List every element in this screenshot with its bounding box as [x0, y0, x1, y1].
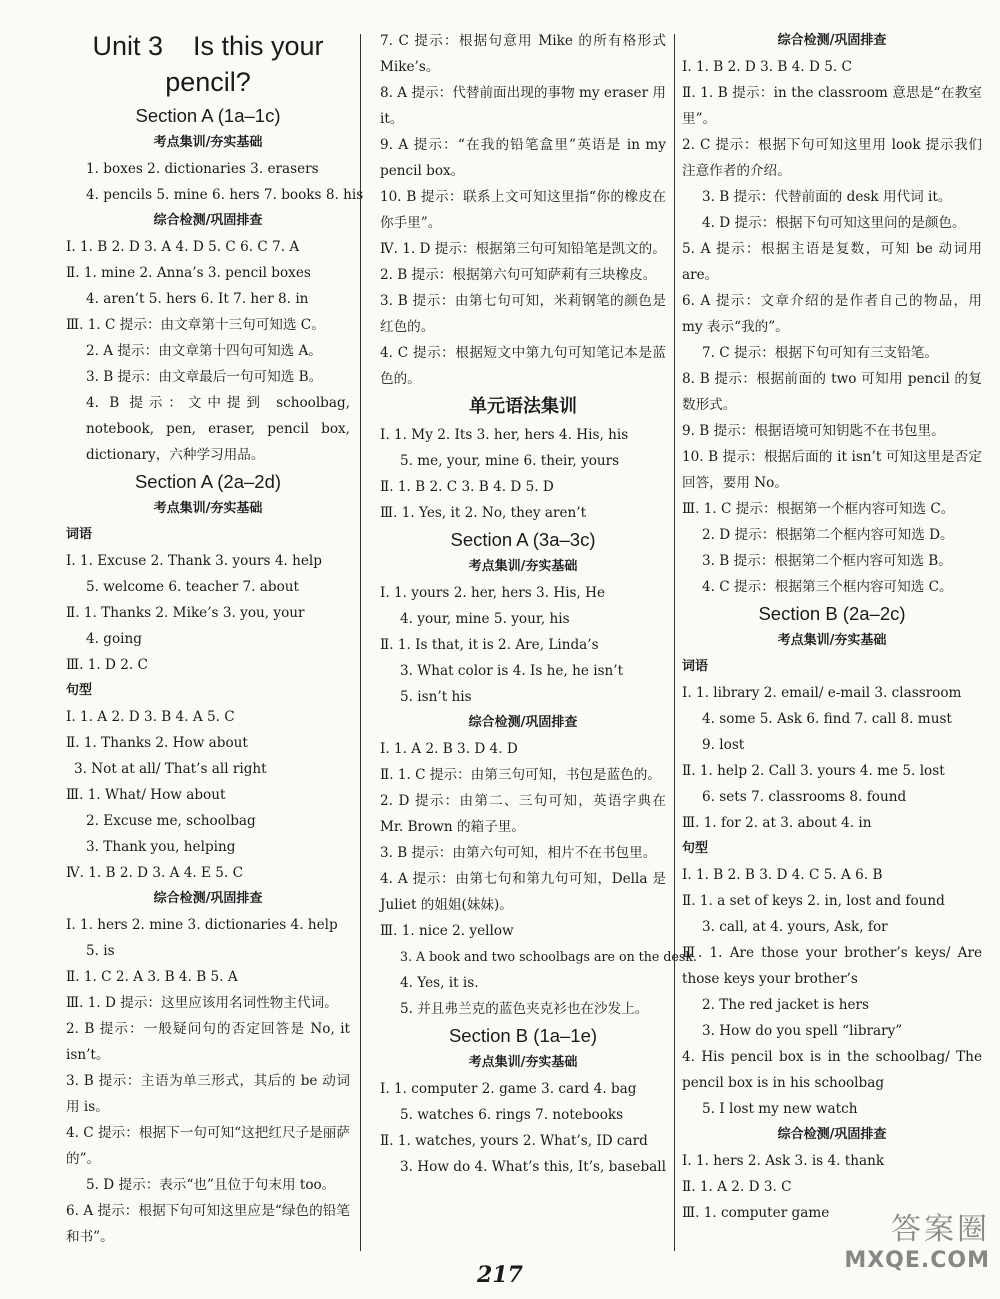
answer-line: Ⅰ. 1. B 2. D 3. A 4. D 5. C 6. C 7. A: [66, 239, 300, 255]
answer-line: Ⅱ. 1. B 提示：in the classroom 意思是“在教室里”。: [682, 85, 982, 127]
answer-line: 2. The red jacket is hers: [702, 997, 869, 1013]
answer-line: 6. A 提示：文章介绍的是作者自己的物品，用 my 表示“我的”。: [682, 293, 982, 335]
answer-line: 2. D 提示：由第二、三句可知，英语字典在 Mr. Brown 的箱子里。: [380, 793, 666, 835]
answer-line: 4. aren’t 5. hers 6. It 7. her 8. in: [86, 291, 309, 307]
answer-line: 3. B 提示：由第六句可知，相片不在书包里。: [380, 845, 657, 861]
answer-line: Ⅲ. 1. C 提示：根据第一个框内容可知选 C。: [682, 501, 955, 517]
answer-line: 2. A 提示：由文章第十四句可知选 A。: [86, 343, 322, 359]
section-heading: Section B (2a–2c): [758, 603, 906, 624]
answer-line: Ⅲ. 1. computer game: [682, 1205, 830, 1221]
answer-line: Ⅱ. 1. Thanks 2. How about: [66, 735, 248, 751]
answer-line: 9. A 提示：“在我的铅笔盒里”英语是 in my pencil box。: [380, 137, 666, 179]
subsection-heading: 综合检测/巩固排查: [153, 213, 263, 228]
answer-line: 7. C 提示：根据句意用 Mike 的所有格形式 Mike’s。: [380, 33, 666, 75]
answer-line: Ⅱ. 1. Is that, it is 2. Are, Linda’s: [380, 637, 599, 653]
answer-line: 4. C 提示：根据下一句可知“这把红尺子是丽萨的”。: [66, 1125, 350, 1167]
answer-line: 1. boxes 2. dictionaries 3. erasers: [86, 161, 319, 177]
answer-line: Ⅰ. 1. yours 2. her, hers 3. His, He: [380, 585, 606, 601]
answer-line: 5. watches 6. rings 7. notebooks: [400, 1107, 624, 1123]
subsection-heading: 考点集训/夯实基础: [153, 135, 263, 150]
site-watermark: [844, 1212, 990, 1274]
subsection-heading: 考点集训/夯实基础: [777, 633, 887, 648]
answer-line: 4. B 提示：文中提到 schoolbag, notebook, pen, eraser, pencil box, dictionary，六种学习用品。: [86, 395, 350, 463]
answer-line: Ⅰ. 1. A 2. D 3. B 4. A 5. C: [66, 709, 235, 725]
answer-line: Ⅲ. 1. for 2. at 3. about 4. in: [682, 815, 872, 831]
answer-line: Ⅰ. 1. B 2. D 3. B 4. D 5. C: [682, 59, 852, 75]
subsection-heading: 综合检测/巩固排查: [777, 1127, 887, 1142]
column-divider: [674, 34, 675, 1251]
answer-line: Ⅰ. 1. hers 2. mine 3. dictionaries 4. help: [66, 917, 338, 933]
answer-line: 7. C 提示：根据下句可知有三支铅笔。: [702, 345, 938, 361]
answer-column-3: [682, 28, 982, 1226]
answer-line: 3. A book and two schoolbags are on the desk.: [400, 949, 697, 964]
answer-line: Ⅲ. 1. nice 2. yellow: [380, 923, 514, 939]
answer-line: 5. is: [86, 943, 115, 959]
watermark-logo-text: 答案圈: [891, 1212, 990, 1247]
subsection-heading: 综合检测/巩固排查: [468, 715, 578, 730]
answer-line: Ⅱ. 1. C 2. A 3. B 4. B 5. A: [66, 969, 238, 985]
answer-line: 5. A 提示：根据主语是复数，可知 be 动词用 are。: [682, 241, 982, 283]
column-divider: [360, 34, 361, 1251]
answer-line: 4. D 提示：根据下句可知这里问的是颜色。: [702, 215, 966, 231]
answer-line: Ⅱ. 1. watches, yours 2. What’s, ID card: [380, 1133, 648, 1149]
answer-line: Ⅲ. 1. C 提示：由文章第十三句可知选 C。: [66, 317, 325, 333]
watermark-url: MXQE.COM: [844, 1248, 990, 1273]
answer-line: 3. B 提示：主语为单三形式，其后的 be 动词用 is。: [66, 1073, 350, 1115]
answer-line: 2. D 提示：根据第二个框内容可知选 D。: [702, 527, 954, 543]
answer-line: 2. B 提示：根据第六句可知萨莉有三块橡皮。: [380, 267, 657, 283]
answer-line: 8. A 提示：代替前面出现的事物 my eraser 用 it。: [380, 85, 666, 127]
answer-line: Ⅰ. 1. library 2. email/ e-mail 3. classroom: [682, 685, 962, 701]
answer-line: 4. pencils 5. mine 6. hers 7. books 8. his: [86, 187, 364, 203]
answer-line: 4. C 提示：根据短文中第九句可知笔记本是蓝色的。: [380, 345, 666, 387]
answer-line: 5. welcome 6. teacher 7. about: [86, 579, 300, 595]
answer-line: Ⅱ. 1. mine 2. Anna’s 3. pencil boxes: [66, 265, 311, 281]
answer-line: 8. B 提示：根据前面的 two 可知用 pencil 的复数形式。: [682, 371, 982, 413]
category-heading: 词语: [682, 659, 709, 674]
answer-line: Ⅱ. 1. C 提示：由第三句可知，书包是蓝色的。: [380, 767, 661, 783]
answer-line: 4. His pencil box is in the schoolbag/ The pencil box is in his schoolbag: [682, 1049, 982, 1091]
answer-line: 4. some 5. Ask 6. find 7. call 8. must: [702, 711, 952, 727]
answer-line: Ⅰ. 1. hers 2. Ask 3. is 4. thank: [682, 1153, 885, 1169]
answer-line: 4. A 提示：由第七句和第九句可知，Della 是 Juliet 的姐姐(妹妹)。: [380, 871, 666, 913]
answer-line: Ⅳ. 1. D 提示：根据第三句可知铅笔是凯文的。: [380, 241, 666, 257]
answer-line: Ⅱ. 1. A 2. D 3. C: [682, 1179, 792, 1195]
answer-line: Ⅲ. 1. What/ How about: [66, 787, 226, 803]
answer-line: 3. B 提示：根据第二个框内容可知选 B。: [702, 553, 952, 569]
answer-line: Ⅱ. 1. B 2. C 3. B 4. D 5. D: [380, 479, 554, 495]
answer-line: Ⅱ. 1. Thanks 2. Mike’s 3. you, your: [66, 605, 305, 621]
answer-line: 2. C 提示：根据下句可知这里用 look 提示我们注意作者的介绍。: [682, 137, 982, 179]
answer-line: 10. B 提示：联系上文可知这里指“你的橡皮在你手里”。: [380, 189, 666, 231]
answer-line: Ⅱ. 1. a set of keys 2. in, lost and found: [682, 893, 945, 909]
answer-line: 3. How do 4. What’s this, It’s, baseball: [400, 1159, 666, 1175]
answer-line: 3. Thank you, helping: [86, 839, 236, 855]
answer-column-1: [66, 28, 364, 1250]
answer-line: Ⅳ. 1. B 2. D 3. A 4. E 5. C: [66, 865, 243, 881]
answer-line: 9. B 提示：根据语境可知钥匙不在书包里。: [682, 423, 945, 439]
answer-line: 3. What color is 4. Is he, he isn’t: [400, 663, 624, 679]
answer-line: 5. D 提示：表示“也”且位于句末用 too。: [86, 1177, 336, 1193]
answer-line: 5. isn’t his: [400, 689, 472, 705]
section-heading: Section A (3a–3c): [450, 529, 596, 550]
subsection-heading: 综合检测/巩固排查: [777, 33, 887, 48]
category-heading: 句型: [682, 841, 709, 856]
answer-line: 5. me, your, mine 6. their, yours: [400, 453, 620, 469]
answer-line: Ⅲ. 1. D 提示：这里应该用名词性物主代词。: [66, 995, 338, 1011]
category-heading: 词语: [66, 527, 93, 542]
answer-line: Ⅲ. 1. D 2. C: [66, 657, 148, 673]
answer-line: 4. Yes, it is.: [400, 975, 479, 991]
unit-title-line-2: pencil?: [165, 67, 251, 97]
answer-line: 5. I lost my new watch: [702, 1101, 858, 1117]
subsection-heading: 考点集训/夯实基础: [153, 501, 263, 516]
answer-line: 6. sets 7. classrooms 8. found: [702, 789, 907, 805]
section-heading: 单元语法集训: [469, 396, 577, 417]
answer-line: 2. B 提示：一般疑问句的否定回答是 No, it isn’t。: [66, 1021, 350, 1063]
answer-line: 3. How do you spell “library”: [702, 1023, 903, 1039]
answer-line: 4. C 提示：根据第三个框内容可知选 C。: [702, 579, 953, 595]
answer-line: Ⅰ. 1. A 2. B 3. D 4. D: [380, 741, 518, 757]
subsection-heading: 考点集训/夯实基础: [468, 1055, 578, 1070]
unit-title-line-1: Unit 3 Is this your: [92, 31, 324, 61]
answer-line: 3. B 提示：由文章最后一句可知选 B。: [86, 369, 323, 385]
unit-title: [66, 28, 350, 100]
answer-line: 3. B 提示：代替前面的 desk 用代词 it。: [702, 189, 952, 205]
answer-line: 3. B 提示：由第七句可知，米莉钢笔的颜色是红色的。: [380, 293, 666, 335]
answer-line: 6. A 提示：根据下句可知这里应是“绿色的铅笔和书”。: [66, 1203, 350, 1245]
answer-line: 3. Not at all/ That’s all right: [74, 761, 267, 777]
answer-line: 3. call, at 4. yours, Ask, for: [702, 919, 888, 935]
answer-line: Ⅲ. 1. Yes, it 2. No, they aren’t: [380, 505, 587, 521]
section-heading: Section A (1a–1c): [135, 105, 281, 126]
answer-line: Ⅰ. 1. Excuse 2. Thank 3. yours 4. help: [66, 553, 322, 569]
answer-line: Ⅰ. 1. computer 2. game 3. card 4. bag: [380, 1081, 637, 1097]
answer-line: Ⅰ. 1. B 2. B 3. D 4. C 5. A 6. B: [682, 867, 883, 883]
subsection-heading: 考点集训/夯实基础: [468, 559, 578, 574]
answer-line: Ⅱ. 1. help 2. Call 3. yours 4. me 5. lost: [682, 763, 945, 779]
page-number: 217: [477, 1262, 523, 1288]
answer-line: 5. 并且弗兰克的蓝色夹克衫也在沙发上。: [400, 1001, 649, 1017]
answer-line: Ⅰ. 1. My 2. Its 3. her, hers 4. His, his: [380, 427, 629, 443]
answer-line: 4. going: [86, 631, 142, 647]
category-heading: 句型: [66, 683, 93, 698]
subsection-heading: 综合检测/巩固排查: [153, 891, 263, 906]
answer-line: 2. Excuse me, schoolbag: [86, 813, 256, 829]
answer-line: 10. B 提示：根据后面的 it isn’t 可知这里是否定回答，要用 No。: [682, 449, 982, 491]
section-heading: Section B (1a–1e): [448, 1025, 598, 1046]
answer-line: Ⅲ. 1. Are those your brother’s keys/ Are those keys your brother’s: [682, 945, 982, 987]
answer-line: 9. lost: [702, 737, 745, 753]
section-heading: Section A (2a–2d): [134, 471, 282, 492]
answer-line: 4. your, mine 5. your, his: [400, 611, 570, 627]
